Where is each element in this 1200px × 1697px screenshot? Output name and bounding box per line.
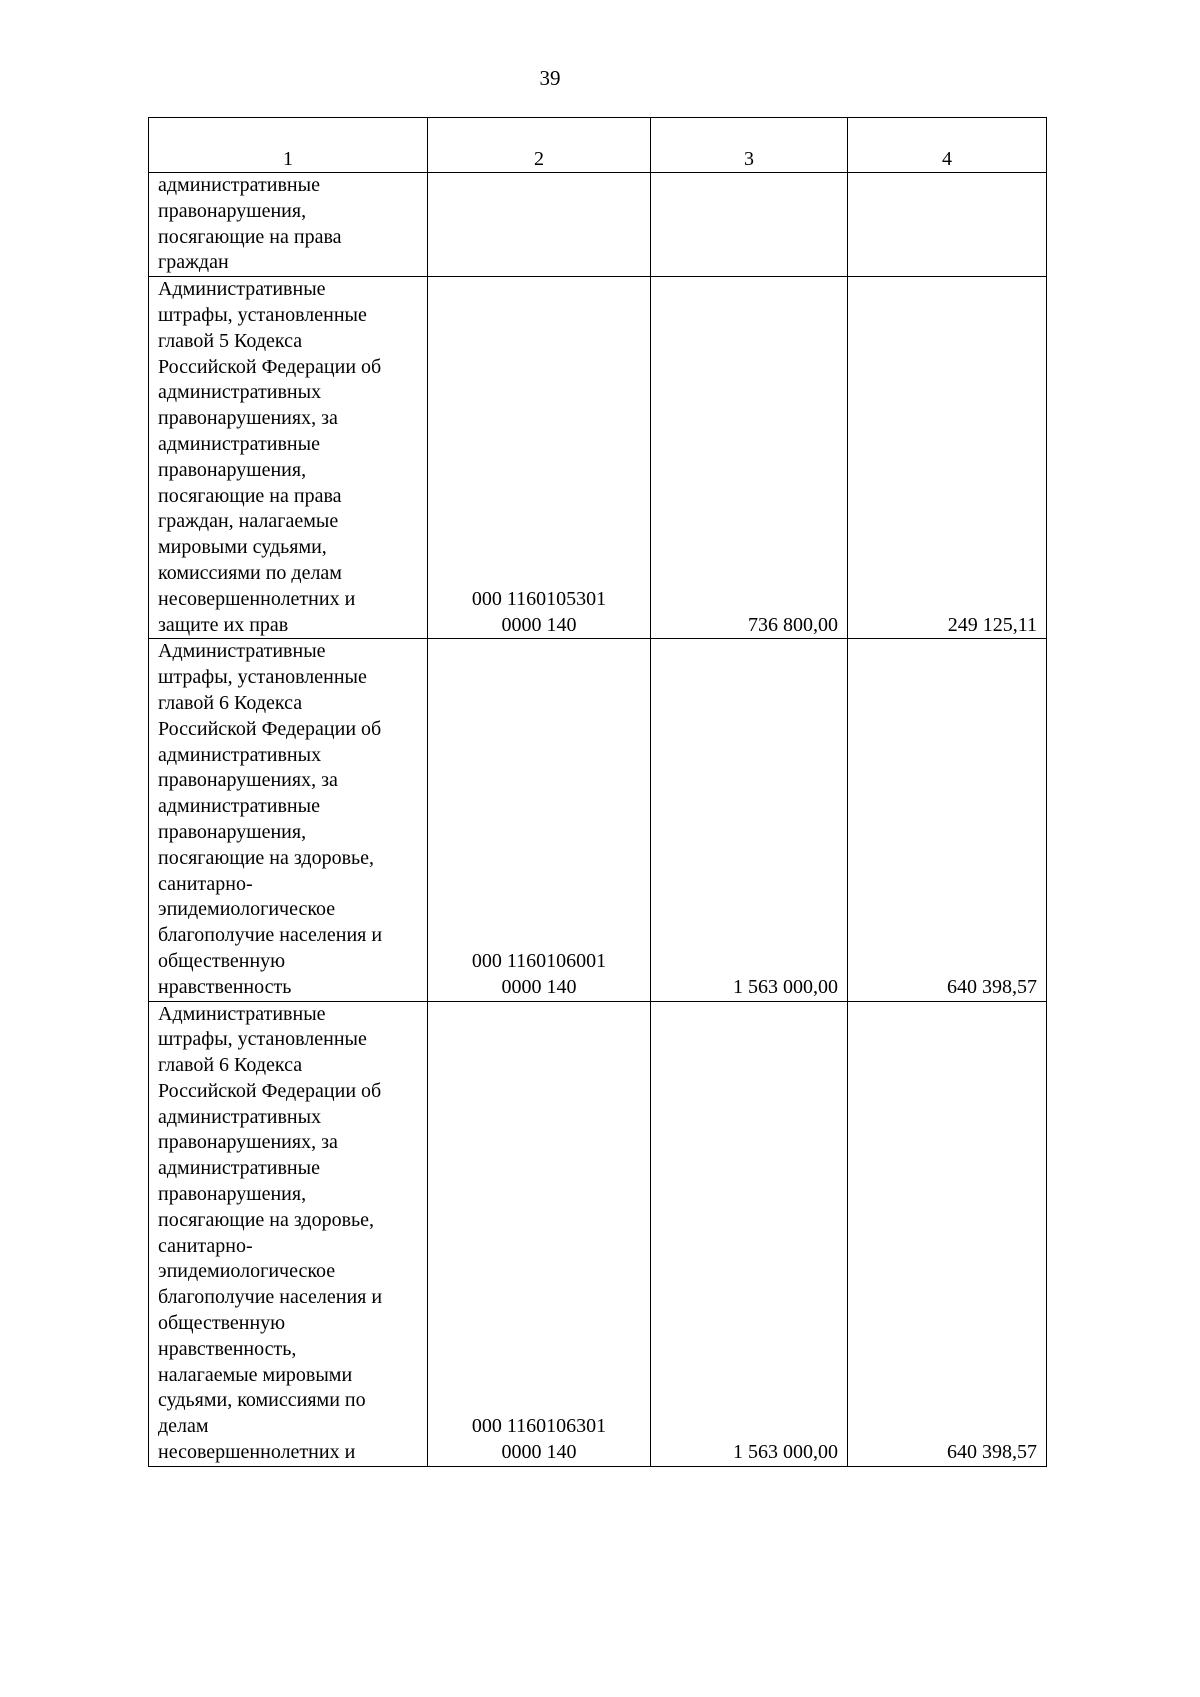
- row-value4-cell: [848, 173, 1047, 277]
- table-row: [149, 277, 1047, 639]
- row-value3-cell: [651, 173, 848, 277]
- row-name-cell: Административные штрафы, установленные главой 6 Кодекса Российской Федерации об административных правонарушениях, за административные правонарушения, посягающие на здоровье, санитарно- эпидемиологическое благополучие населения и общественную нравственность, налагаемые мировыми судьями, комиссиями по делам несовершеннолетних и: [149, 1001, 428, 1466]
- row-code-cell: 000 1160106301 0000 140: [428, 1001, 651, 1466]
- column-header-3: 3: [651, 118, 848, 173]
- row-value3-cell: 736 800,00: [651, 277, 848, 639]
- row-value3-cell: 1 563 000,00: [651, 1001, 848, 1466]
- table-header-row: [149, 118, 1047, 173]
- table-row: [149, 639, 1047, 1001]
- row-code-cell: 000 1160105301 0000 140: [428, 277, 651, 639]
- row-value4-cell: 640 398,57: [848, 639, 1047, 1001]
- table-row: [149, 173, 1047, 277]
- row-name-cell: административные правонарушения, посягающие на права граждан: [149, 173, 428, 277]
- column-header-2: 2: [428, 118, 651, 173]
- table-row: [149, 1001, 1047, 1466]
- column-header-4: 4: [848, 118, 1047, 173]
- row-value4-cell: 249 125,11: [848, 277, 1047, 639]
- row-value4-cell: 640 398,57: [848, 1001, 1047, 1466]
- row-value3-cell: 1 563 000,00: [651, 639, 848, 1001]
- column-header-1: 1: [149, 118, 428, 173]
- row-code-cell: 000 1160106001 0000 140: [428, 639, 651, 1001]
- row-name-cell: Административные штрафы, установленные главой 6 Кодекса Российской Федерации об административных правонарушениях, за административные правонарушения, посягающие на здоровье, санитарно- эпидемиологическое благополучие населения и общественную нравственность: [149, 639, 428, 1001]
- revenue-table: [148, 117, 1047, 1467]
- row-code-cell: [428, 173, 651, 277]
- row-name-cell: Административные штрафы, установленные главой 5 Кодекса Российской Федерации об административных правонарушениях, за административные правонарушения, посягающие на права граждан, налагаемые мировыми судьями, комиссиями по делам несовершеннолетних и защите их прав: [149, 277, 428, 639]
- page-number: 39: [539, 66, 561, 90]
